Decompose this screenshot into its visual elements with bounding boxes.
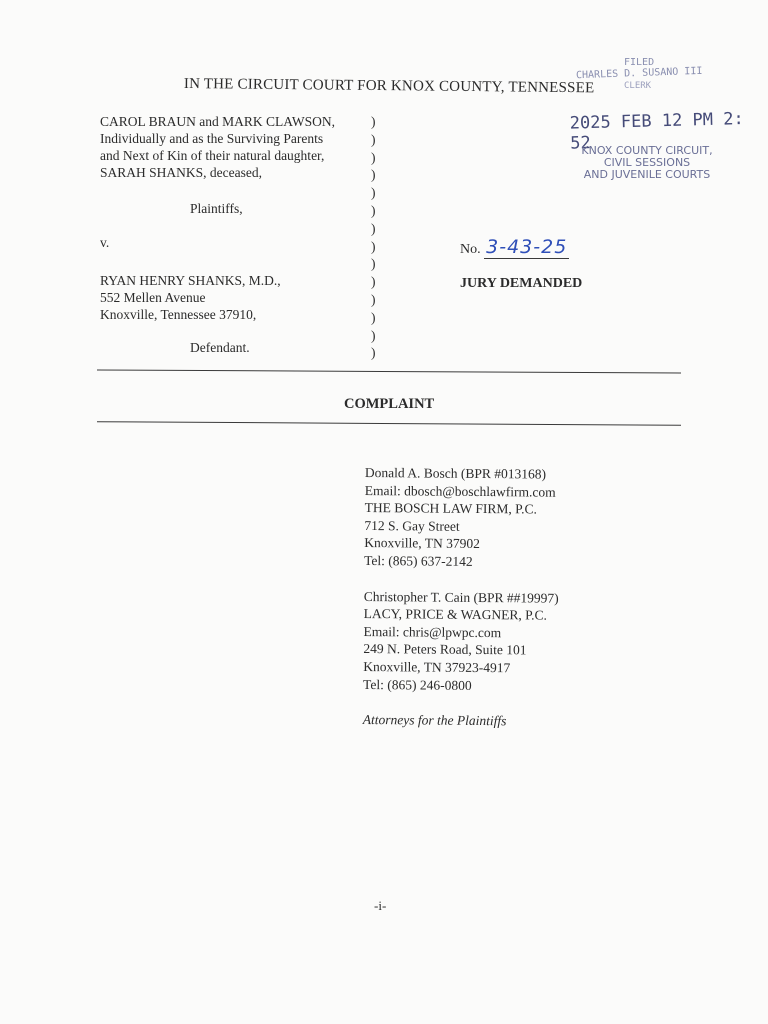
case-number	[460, 236, 569, 258]
stamp-court-line: AND JUVENILE COURTS	[583, 168, 711, 181]
stamp-court-line: CIVIL SESSIONS	[603, 156, 691, 169]
attorney-line: 712 S. Gay Street	[364, 517, 460, 534]
attorney-line: Knoxville, TN 37923-4917	[363, 658, 511, 676]
divider-line	[97, 421, 681, 426]
plaintiff-line: CAROL BRAUN and MARK CLAWSON,	[100, 114, 336, 129]
attorney-line: Tel: (865) 637-2142	[364, 552, 473, 569]
case-number-value: 3-43-25	[486, 236, 568, 258]
defendant-line: Knoxville, Tennessee 37910,	[100, 307, 257, 322]
stamp-court-line: KNOX COUNTY CIRCUIT,	[581, 144, 713, 157]
attorney-signature-block	[363, 464, 560, 730]
attorney-entry	[363, 588, 559, 695]
attorney-line: 249 N. Peters Road, Suite 101	[363, 641, 527, 658]
divider-line	[97, 369, 681, 373]
plaintiff-line: Individually and as the Surviving Parents	[100, 131, 324, 146]
defendant-line: 552 Mellen Avenue	[100, 290, 206, 305]
attorney-entry	[364, 464, 560, 571]
stamp-filed: FILED	[624, 57, 655, 68]
plaintiff-line: SARAH SHANKS, deceased,	[100, 165, 262, 180]
defendant-line: RYAN HENRY SHANKS, M.D.,	[100, 273, 281, 288]
attorney-line: LACY, PRICE & WAGNER, P.C.	[363, 606, 548, 623]
attorney-line: THE BOSCH LAW FIRM, P.C.	[364, 500, 538, 517]
stamp-clerk-title: CLERK	[624, 81, 652, 91]
attorney-line: Knoxville, TN 37902	[364, 535, 480, 552]
jury-demanded: JURY DEMANDED	[460, 276, 583, 291]
defendant-label: Defendant.	[190, 340, 250, 355]
attorney-line: Tel: (865) 246-0800	[363, 676, 472, 693]
plaintiff-block	[100, 113, 370, 181]
case-number-label: No.	[460, 242, 481, 257]
attorneys-role: Attorneys for the Plaintiffs	[362, 712, 507, 729]
attorney-line: Email: dbosch@boschlawfirm.com	[364, 482, 556, 500]
versus: v.	[100, 235, 110, 250]
attorney-line: Email: chris@lpwpc.com	[363, 623, 502, 640]
page-number: -i-	[374, 898, 387, 913]
stamp-datetime: 2025 FEB 12 PM 2: 52	[569, 109, 744, 154]
stamp-clerk-name: CHARLES D. SUSANO III	[575, 65, 703, 82]
caption-divider: ) ) ) ) ) ) ) ) ) ) ) ) ) )	[371, 114, 376, 361]
plaintiff-line: and Next of Kin of their natural daughter,	[100, 148, 325, 163]
court-header: IN THE CIRCUIT COURT FOR KNOX COUNTY, TENNESSEE	[183, 76, 595, 97]
document-title: COMPLAINT	[344, 396, 435, 412]
defendant-block	[100, 272, 281, 323]
attorney-line: Christopher T. Cain (BPR ##19997)	[363, 588, 559, 606]
stamp-court	[572, 145, 722, 181]
attorney-line: Donald A. Bosch (BPR #013168)	[364, 464, 547, 482]
plaintiffs-label: Plaintiffs,	[190, 201, 243, 216]
